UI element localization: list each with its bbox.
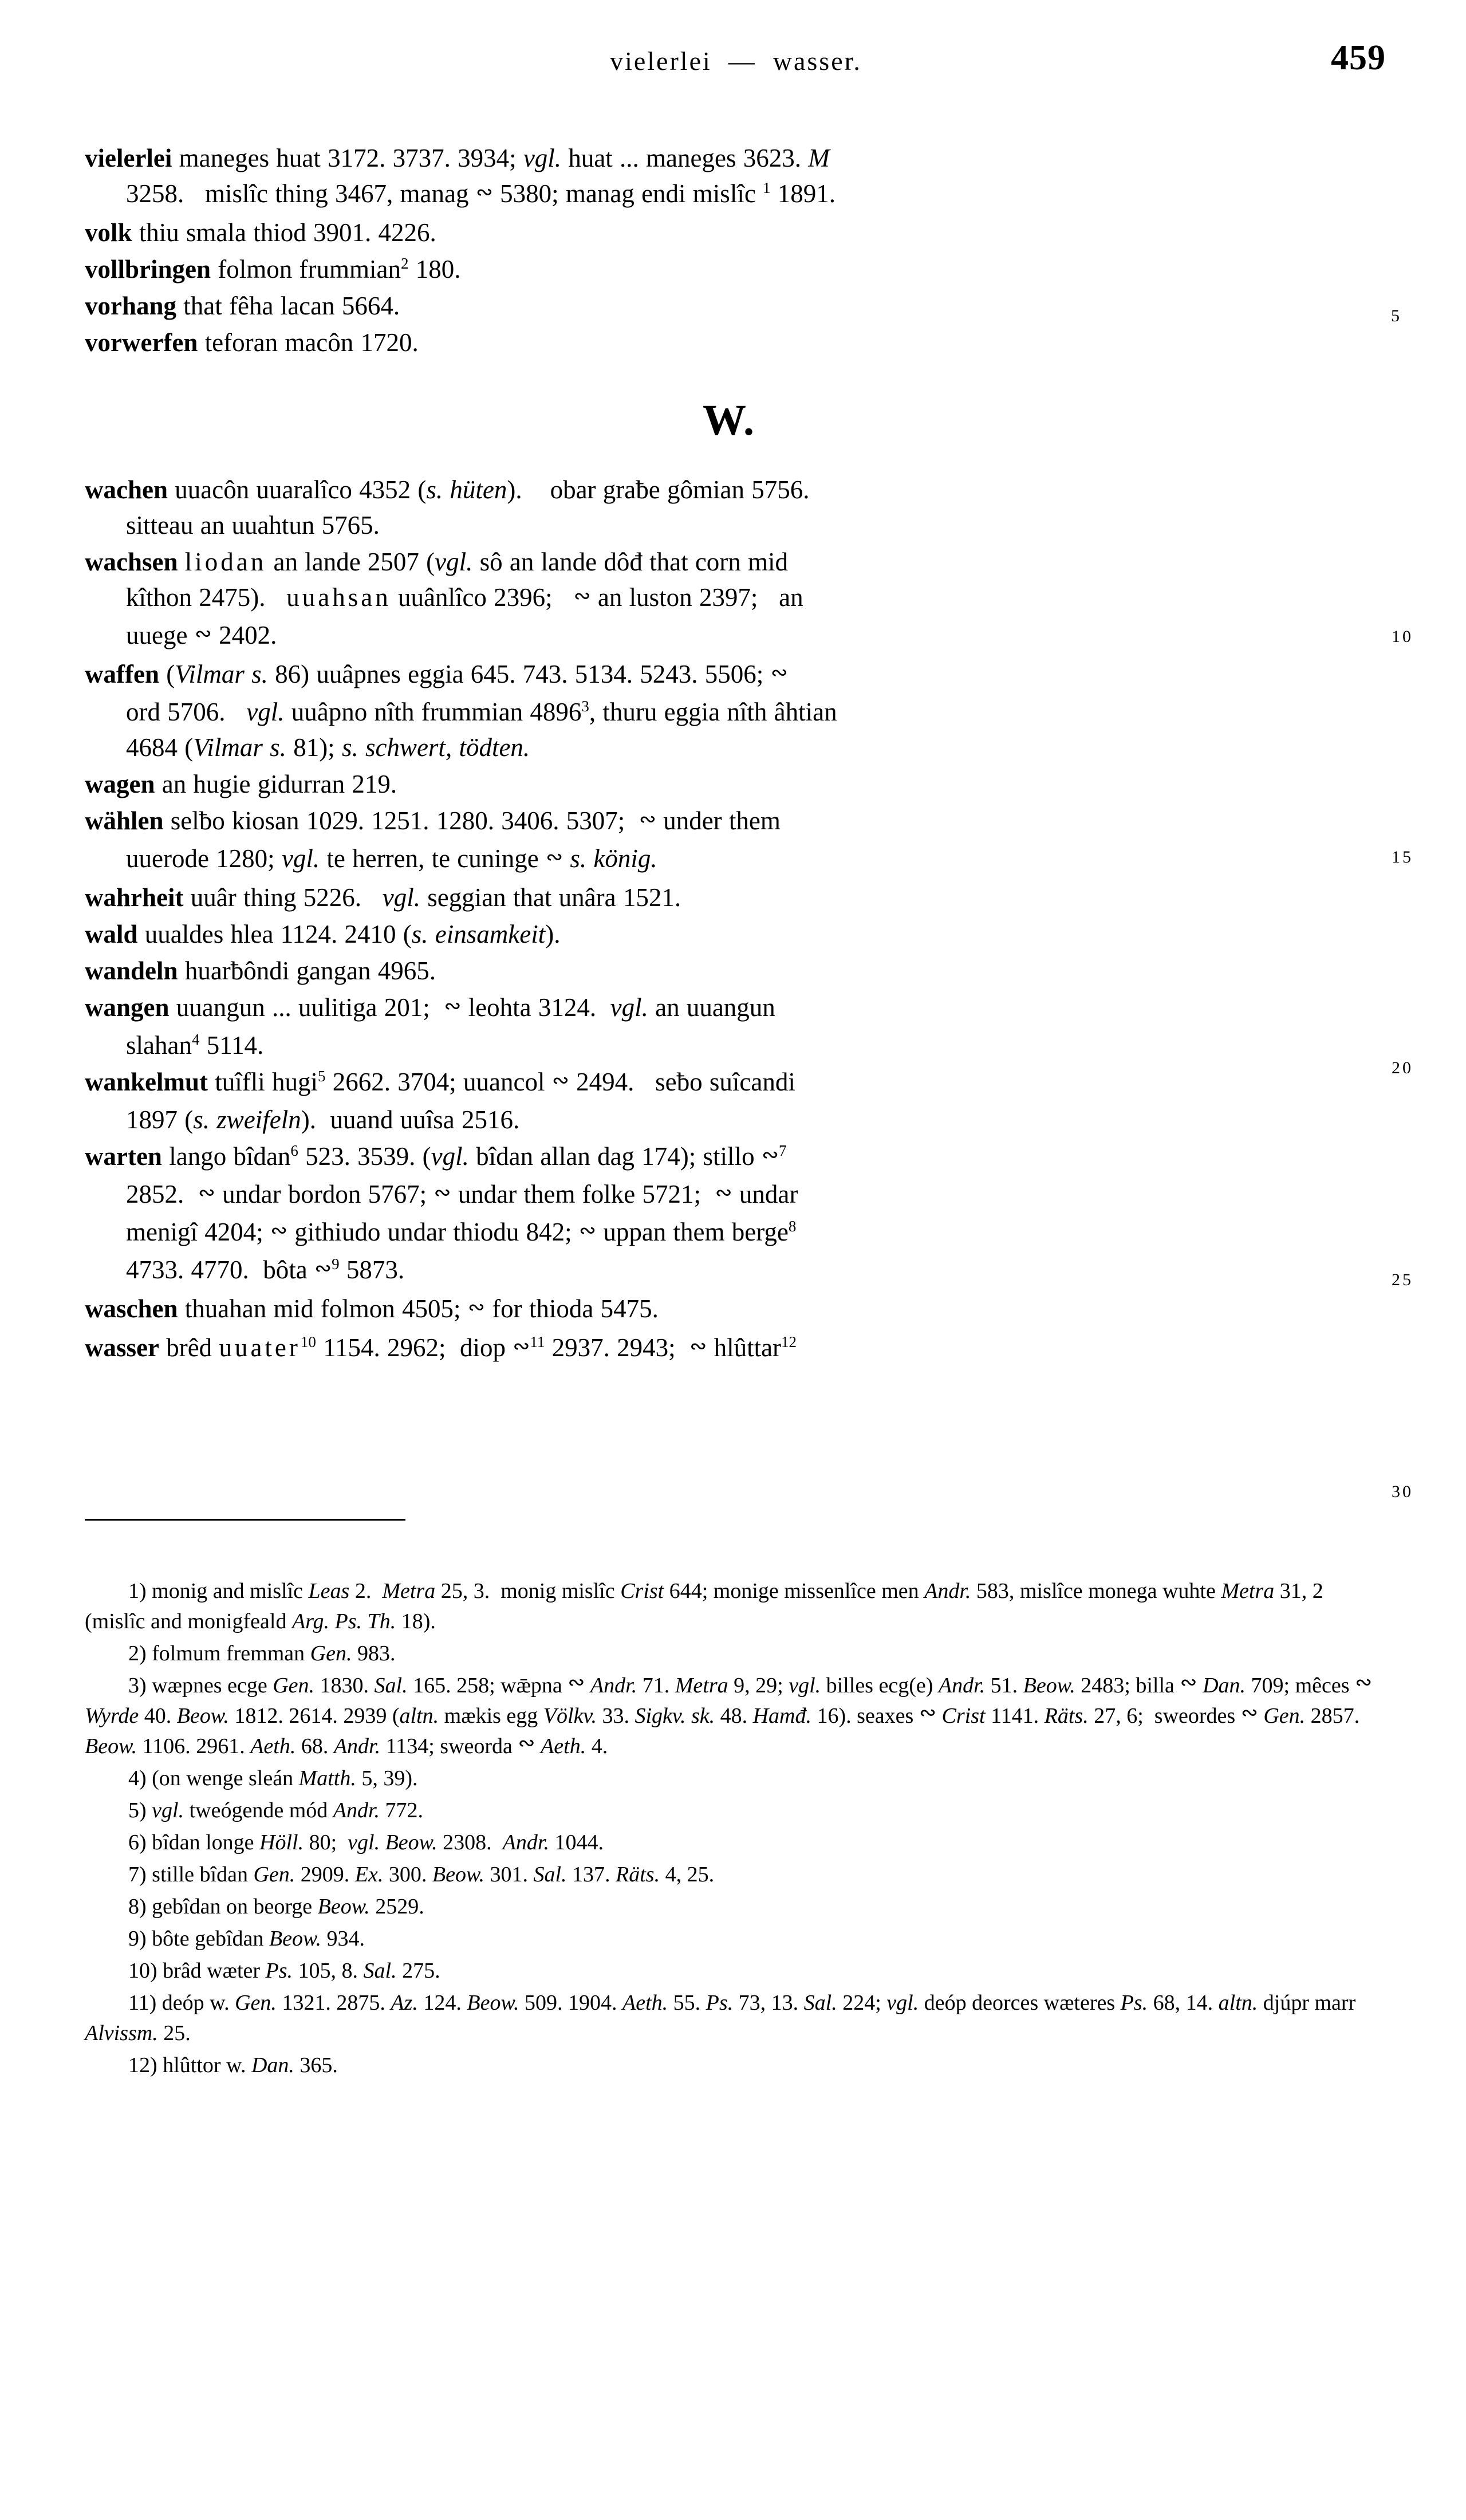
dictionary-entry-wald: wald uualdes hlea 1124. 2410 (s. einsamkeit). — [85, 920, 561, 948]
line-number-15: 15 — [1392, 848, 1413, 867]
dictionary-entry-wandeln: wandeln huarƀôndi gangan 4965. — [85, 956, 436, 985]
headword: wagen — [85, 770, 155, 798]
headword: wachen — [85, 475, 168, 504]
line-number-30: 30 — [1392, 1482, 1413, 1501]
headword: vollbringen — [85, 255, 211, 284]
headword: wachsen — [85, 548, 178, 576]
entry-list — [85, 140, 1373, 1369]
footnote-marker: 3) — [128, 1674, 147, 1698]
headword: wandeln — [85, 956, 178, 985]
dictionary-entry-volk: volk thiu smala thiod 3901. 4226. — [85, 218, 436, 247]
footnote-9: 9) bôte gebîdan Beow. 934. — [128, 1927, 365, 1951]
footnote-marker: 2) — [128, 1641, 147, 1665]
headword: waschen — [85, 1294, 178, 1323]
dictionary-entry-wachsen: wachsen liodan an lande 2507 (vgl. sô an lande dôđ that corn mid kîthon 2475). uuahsan uuânlîco 2396; ∾ an luston 2397; an uuege ∾ 2402. — [85, 548, 803, 649]
footnote-11: 11) deóp w. Gen. 1321. 2875. Az. 124. Beow. 509. 1904. Aeth. 55. Ps. 73, 13. Sal. 224; vgl. deóp deorces wæteres Ps. 68, 14. altn. djúpr marr Alvissm. 25. — [85, 1991, 1356, 2045]
line-number-25: 25 — [1392, 1270, 1413, 1289]
footnote-marker: 4) — [128, 1766, 147, 1790]
dictionary-entry-vollbringen: vollbringen folmon frummian$^2$ 180. — [85, 255, 461, 284]
headword: wählen — [85, 806, 164, 835]
headword: wald — [85, 920, 138, 948]
dictionary-entry-vorwerfen: vorwerfen teforan macôn 1720. — [85, 328, 419, 357]
section-letter-heading: W. — [702, 396, 756, 444]
footnote-marker: 5) — [128, 1798, 147, 1822]
headword: wankelmut — [85, 1068, 208, 1096]
footnote-separator — [85, 1519, 405, 1521]
footnote-marker: 9) — [128, 1927, 147, 1951]
footnote-marker: 8) — [128, 1895, 147, 1919]
footnote-7: 7) stille bîdan Gen. 2909. Ex. 300. Beow. 301. Sal. 137. Räts. 4, 25. — [128, 1863, 715, 1887]
running-head — [86, 38, 1386, 86]
line-number-10: 10 — [1392, 627, 1413, 646]
headword: wangen — [85, 993, 170, 1022]
dictionary-entry-waschen: waschen thuahan mid folmon 4505; ∾ for thioda 5475. — [85, 1294, 659, 1323]
headword: volk — [85, 218, 132, 247]
footnote-marker: 10) — [128, 1959, 157, 1983]
dictionary-entry-vorhang: vorhang that fêha lacan 5664. — [85, 292, 400, 320]
dictionary-entry-wankelmut: wankelmut tuîfli hugi$^5$ 2662. 3704; uuancol ∾ 2494. seƀo suîcandi 1897 (s. zweifeln). uuand uuîsa 2516. — [85, 1068, 795, 1134]
dictionary-entry-vielerlei: vielerlei maneges huat 3172. 3737. 3934; vgl. huat ... maneges 3623. M 3258. mislîc thing 3467, manag ∾ 5380; manag endi mislîc $^1$ 1891. — [85, 144, 836, 208]
footnote-marker: 12) — [128, 2053, 157, 2077]
headword: warten — [85, 1142, 162, 1171]
footnote-3: 3) wæpnes ecge Gen. 1830. Sal. 165. 258; wǣpna ∾ Andr. 71. Metra 9, 29; vgl. billes ecg(e) Andr. 51. Beow. 2483; billa ∾ Dan. 709; mêces ∾ Wyrde 40. Beow. 1812. 2614. 2939 (altn. mækis egg Völkv. 33. Sigkv. sk. 48. Hamđ. 16). seaxes ∾ Crist 1141. Räts. 27, 6; sweordes ∾ Gen. 2857. Beow. 1106. 2961. Aeth. 68. Andr. 1134; sweorda ∾ Aeth. 4. — [85, 1671, 1373, 1758]
page-number: 459 — [1331, 38, 1386, 77]
dictionary-entry-wasser: wasser brêd uuater$^{10}$ 1154. 2962; diop ∾$^{11}$ 2937. 2943; ∾ hlûttar$^{12}$ — [85, 1333, 797, 1362]
footnote-list — [85, 1576, 1379, 2082]
footnote-6: 6) bîdan longe Höll. 80; vgl. Beow. 2308. Andr. 1044. — [128, 1830, 604, 1854]
dictionary-entry-wahrheit: wahrheit uuâr thing 5226. vgl. seggian that unâra 1521. — [85, 883, 681, 912]
dictionary-entry-wangen: wangen uuangun ... uulitiga 201; ∾ leohta 3124. vgl. an uuangun slahan$^4$ 5114. — [85, 993, 775, 1060]
footnote-marker: 1) — [128, 1579, 147, 1603]
headword: vorwerfen — [85, 328, 198, 357]
headword: vorhang — [85, 292, 177, 320]
headword: wahrheit — [85, 883, 184, 912]
dictionary-entry-warten: warten lango bîdan$^6$ 523. 3539. (vgl. bîdan allan dag 174); stillo ∾$^7$ 2852. ∾ undar bordon 5767; ∾ undar them folke 5721; ∾ undar menigî 4204; ∾ githiudo undar thiodu 842; ∾ uppan them berge$^8$ 4733. 4770. bôta ∾$^9$ 5873. — [85, 1142, 798, 1284]
footnote-marker: 11) — [128, 1991, 157, 2015]
footnote-8: 8) gebîdan on beorge Beow. 2529. — [128, 1895, 424, 1919]
footnote-1: 1) monig and mislîc Leas 2. Metra 25, 3. monig mislîc Crist 644; monige missenlîce men Andr. 583, mislîce monega wuhte Metra 31, 2 (mislîc and monigfeald Arg. Ps. Th. 18). — [85, 1579, 1323, 1633]
footnote-marker: 6) — [128, 1830, 147, 1854]
footnote-12: 12) hlûttor w. Dan. 365. — [128, 2053, 338, 2077]
footnote-10: 10) brâd wæter Ps. 105, 8. Sal. 275. — [128, 1959, 440, 1983]
running-title: vielerlei — wasser. — [610, 46, 862, 76]
line-number-20: 20 — [1392, 1058, 1413, 1077]
dictionary-entry-waehlen: wählen selƀo kiosan 1029. 1251. 1280. 3406. 5307; ∾ under them uuerode 1280; vgl. te herren, te cuninge ∾ s. könig. — [85, 806, 781, 873]
footnote-4: 4) (on wenge sleán Matth. 5, 39). — [128, 1766, 418, 1790]
footnote-2: 2) folmum fremman Gen. 983. — [128, 1641, 396, 1665]
headword: waffen — [85, 660, 159, 688]
dictionary-entry-wachen: wachen uuacôn uuaralîco 4352 (s. hüten). obar graƀe gômian 5756. sitteau an uuahtun 5765. — [85, 475, 810, 540]
footnote-marker: 7) — [128, 1863, 147, 1887]
dictionary-entry-waffen: waffen (Vilmar s. 86) uuâpnes eggia 645. 743. 5134. 5243. 5506; ∾ ord 5706. vgl. uuâpno nîth frummian 4896$^3$, thuru eggia nîth âhtian 4684 (Vilmar s. 81); s. schwert, tödten. — [85, 660, 837, 762]
headword: wasser — [85, 1333, 159, 1362]
headword: vielerlei — [85, 144, 172, 172]
line-number-5: 5 — [1391, 306, 1402, 325]
dictionary-entry-wagen: wagen an hugie gidurran 219. — [85, 770, 397, 798]
footnote-5: 5) vgl. tweógende mód Andr. 772. — [128, 1798, 424, 1822]
